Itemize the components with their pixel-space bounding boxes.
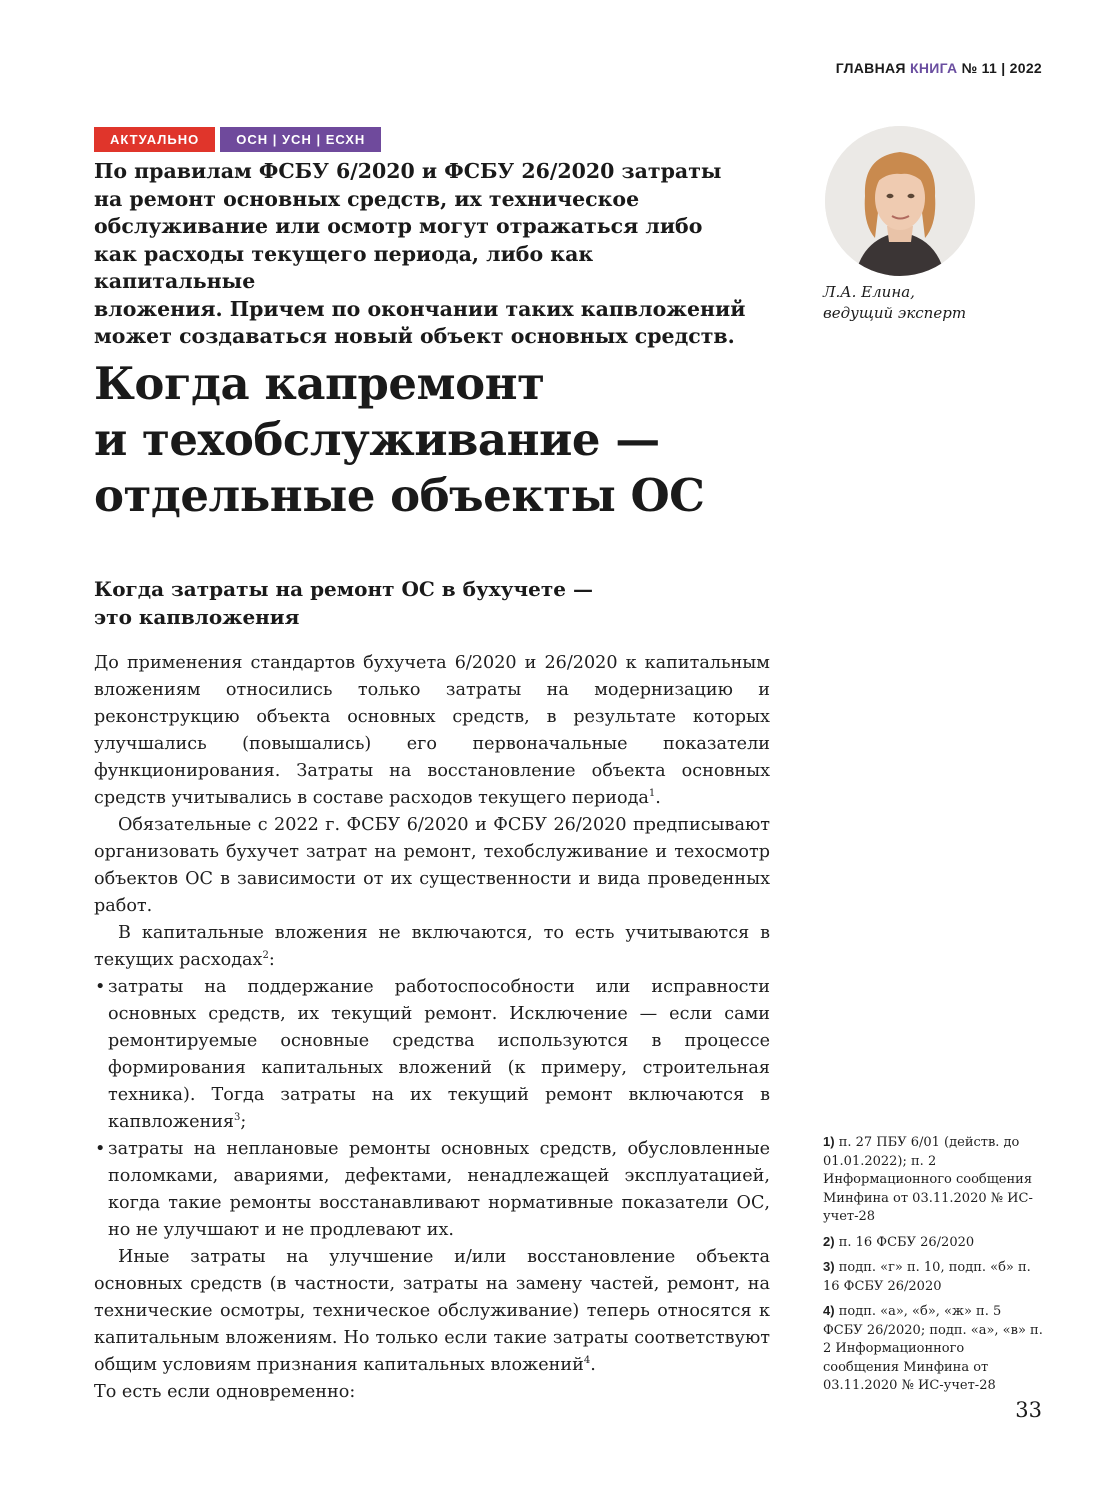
bullet-list — [94, 974, 770, 1244]
footnote-text: п. 27 ПБУ 6/01 (действ. до 01.01.2022); п. 2 Информационного сообщения Минфина от 03.11.2020 № ИС-учет-28 — [823, 1135, 1033, 1224]
running-header — [836, 60, 1042, 76]
author-role: ведущий эксперт — [823, 304, 967, 322]
footnote-item — [823, 1233, 1043, 1253]
section-heading — [94, 575, 734, 631]
brand-main: ГЛАВНАЯ — [835, 60, 906, 76]
footnote-text: подп. «г» п. 10, подп. «б» п. 16 ФСБУ 26/2020 — [823, 1260, 1031, 1294]
body-paragraph — [94, 650, 770, 812]
heading-line: это капвложения — [94, 605, 300, 629]
footnote-number: 2) — [823, 1233, 835, 1249]
paragraph-text: Обязательные с 2022 г. ФСБУ 6/2020 и ФСБУ 26/2020 предписывают организовать бухучет затрат на ремонт, техобслуживание и техосмотр объектов ОС в зависимости от их существенности и вида проведенных работ. — [94, 815, 770, 916]
footnote-number: 1) — [823, 1134, 835, 1149]
body-paragraph — [94, 1244, 770, 1379]
footnote-text: подп. «а», «б», «ж» п. 5 ФСБУ 26/2020; подп. «а», «в» п. 2 Информационного сообщения Минфина от 03.11.2020 № ИС-учет-28 — [823, 1304, 1043, 1393]
footnote-text: п. 16 ФСБУ 26/2020 — [838, 1234, 975, 1250]
punctuation: : — [268, 950, 275, 970]
lead-line: По правилам ФСБУ 6/2020 и ФСБУ 26/2020 затраты — [94, 159, 722, 183]
footnote-item — [823, 1302, 1043, 1396]
author-photo — [825, 126, 975, 276]
rubric-tags — [94, 127, 381, 152]
tag-actual: АКТУАЛЬНО — [94, 127, 215, 152]
list-item-text: затраты на поддержание работоспособности или исправности основных средств, их текущий ремонт. Исключение — если сами ремонтируемые основные средства используются в процессе формирования капитальных вложений (к примеру, строительная техника). Тогда затраты на их текущий ремонт включаются в капвложения — [108, 977, 770, 1132]
title-line: отдельные объекты ОС — [94, 469, 705, 522]
author-name: Л.А. Елина, — [823, 283, 915, 301]
list-item — [108, 974, 770, 1136]
author-caption — [823, 282, 1023, 324]
paragraph-text: Иные затраты на улучшение и/или восстановление объекта основных средств (в частности, затраты на замену частей, ремонт, на технические осмотры, техническое обслуживание) теперь относятся к капитальным вложениям. Но только если такие затраты соответствуют общим условиям признания капитальных вложений — [94, 1247, 770, 1375]
footnote-ref: 4 — [583, 1355, 591, 1367]
lead-line: на ремонт основных средств, их техническое — [94, 186, 640, 211]
issue-number: № 11 | 2022 — [961, 60, 1042, 76]
body-paragraph — [94, 920, 770, 974]
brand-accent: КНИГА — [909, 60, 958, 76]
lead-paragraph — [94, 158, 754, 351]
page-number: 33 — [1015, 1398, 1042, 1422]
punctuation: ; — [240, 1112, 247, 1132]
body-paragraph — [94, 812, 770, 920]
paragraph-text: То есть если одновременно: — [94, 1382, 356, 1402]
footnote-ref: 2 — [262, 950, 269, 962]
paragraph-text: До применения стандартов бухучета 6/2020 и 26/2020 к капитальным вложениям относились только затраты на модернизацию и реконструкцию объекта основных средств, в результате которых улучшались (повышались) его первоначальные показатели функционирования. Затраты на восстановление объекта основных средств учитывались в составе расходов текущего периода — [94, 653, 770, 808]
footnote-number: 3) — [823, 1259, 835, 1274]
author-portrait-icon — [825, 126, 975, 276]
lead-line: обслуживание или осмотр могут отражаться либо — [94, 214, 703, 238]
lead-line: как расходы текущего периода, либо как капитальные — [94, 241, 594, 293]
list-item — [108, 1136, 770, 1244]
footnote-ref: 1 — [648, 788, 656, 800]
punctuation: . — [655, 788, 661, 808]
punctuation: . — [590, 1355, 596, 1375]
heading-line: Когда затраты на ремонт ОС в бухучете — — [94, 577, 593, 601]
lead-line: может создаваться новый объект основных средств. — [94, 324, 735, 348]
footnote-number: 4) — [823, 1303, 835, 1318]
tag-tax-regimes: ОСН | УСН | ЕСХН — [220, 127, 381, 152]
footnotes — [823, 1133, 1043, 1402]
body-paragraph — [94, 1379, 770, 1406]
article-body — [94, 650, 770, 1406]
paragraph-text: В капитальные вложения не включаются, то есть учитываются в текущих расходах — [94, 923, 770, 970]
footnote-item — [823, 1133, 1043, 1227]
footnote-ref: 3 — [234, 1112, 241, 1124]
article-title — [94, 356, 894, 524]
footnote-item — [823, 1258, 1043, 1296]
title-line: и техобслуживание — — [94, 413, 660, 466]
list-item-text: затраты на неплановые ремонты основных средств, обусловленные поломками, авариями, дефектами, ненадлежащей эксплуатацией, когда такие ремонты восстанавливают нормативные показатели ОС, но не улучшают и не продлевают их. — [108, 1139, 770, 1240]
title-line: Когда капремонт — [94, 357, 545, 410]
lead-line: вложения. Причем по окончании таких капвложений — [94, 296, 746, 321]
